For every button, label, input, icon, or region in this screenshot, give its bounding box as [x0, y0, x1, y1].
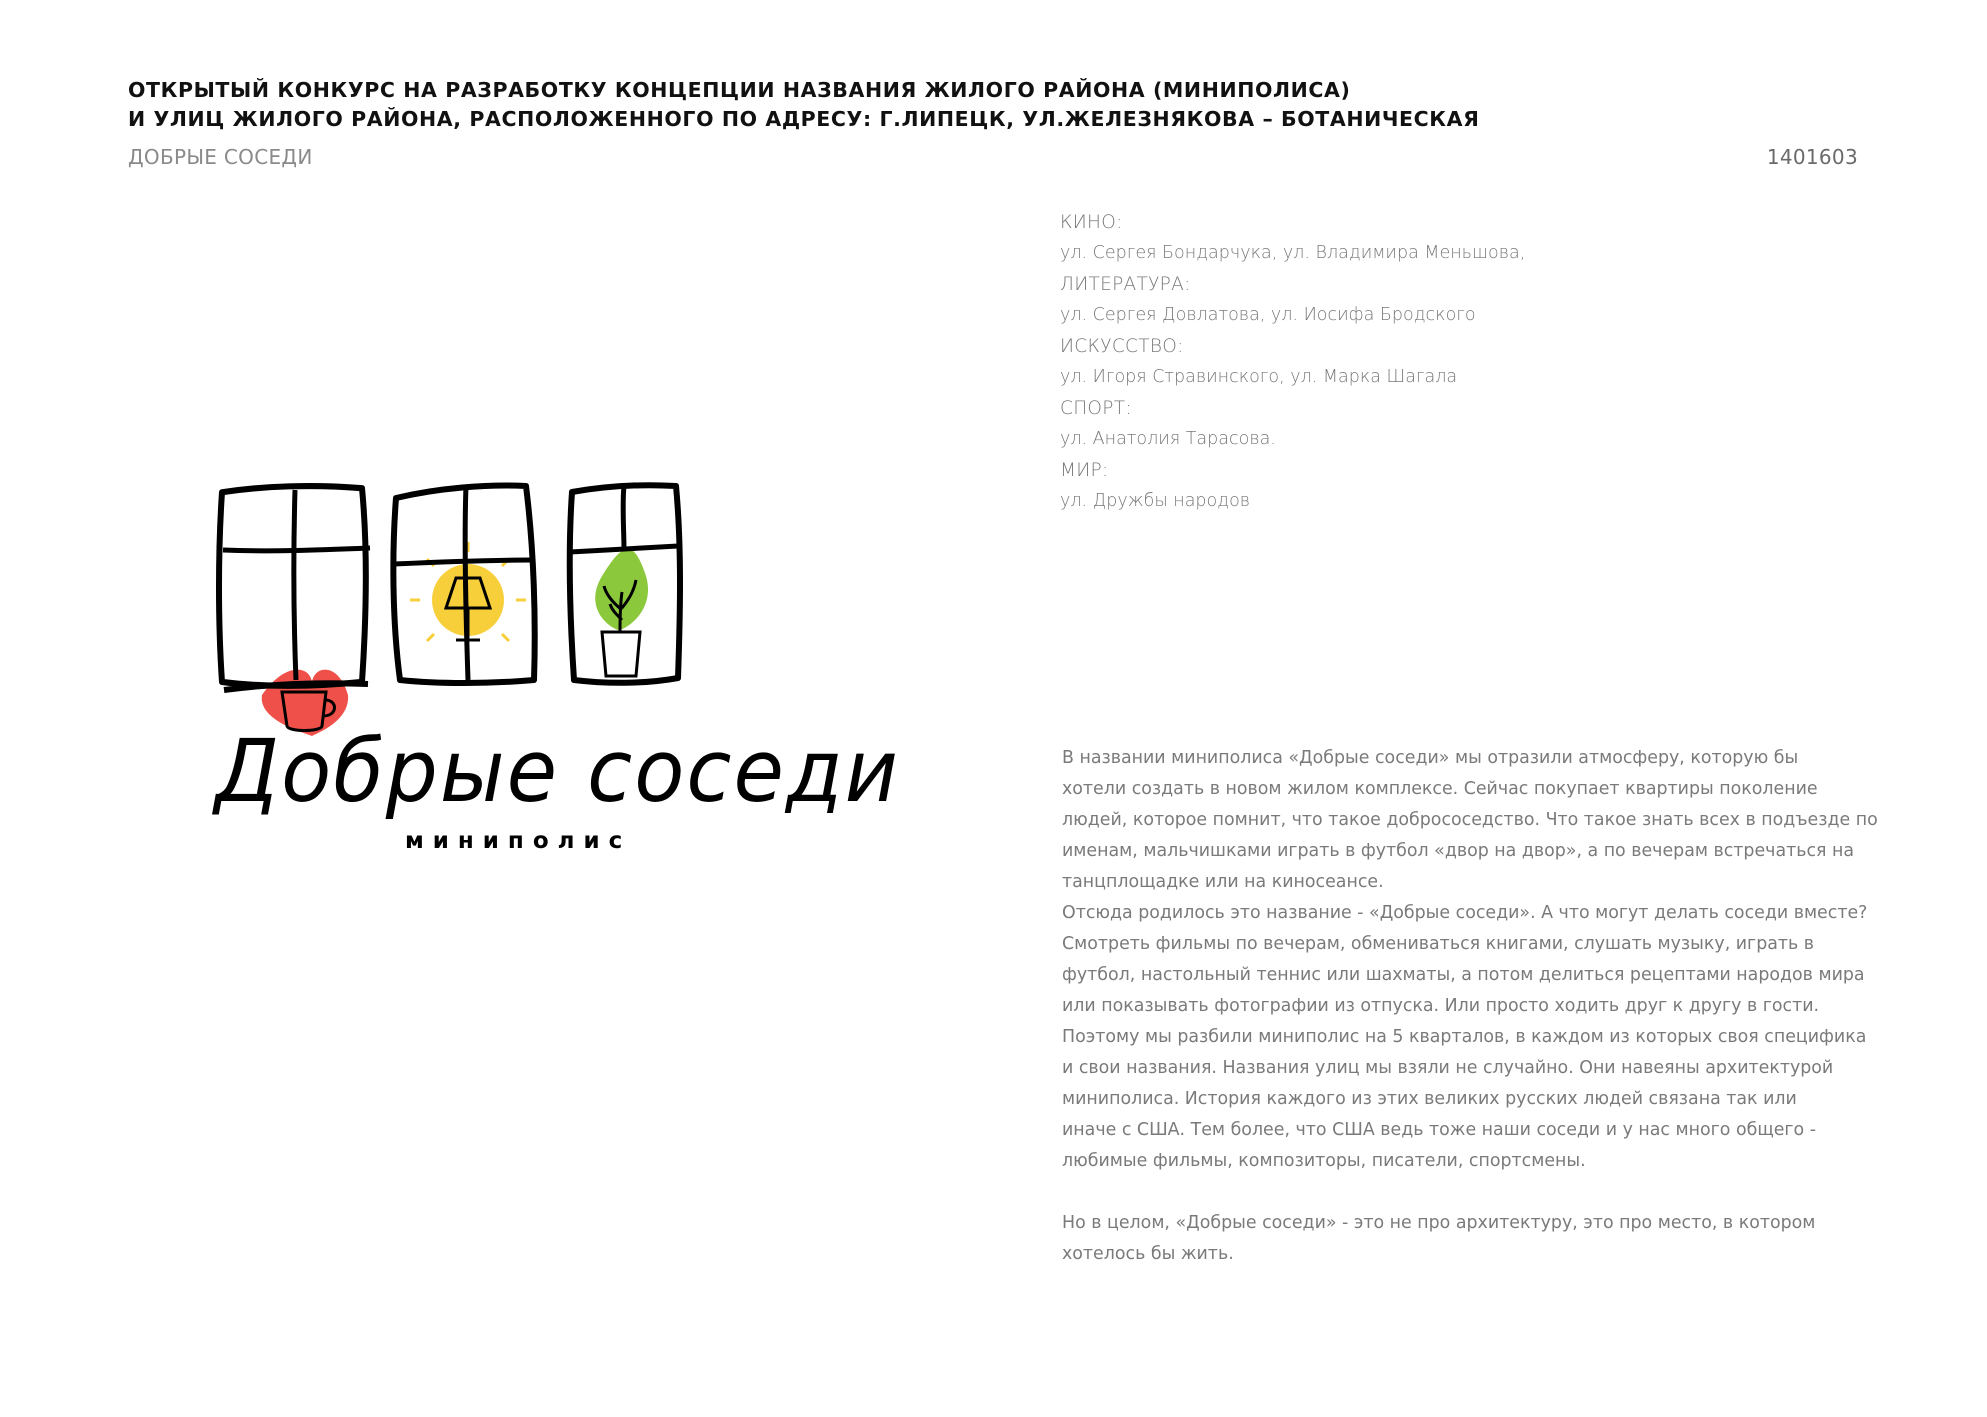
street-category: ЛИТЕРАТУРА: — [1060, 274, 1191, 295]
description-line: хотели создать в новом жилом комплексе. Сейчас покупает квартиры поколение — [1062, 779, 1818, 799]
street-list — [1060, 207, 1880, 517]
description-line: миниполиса. История каждого из этих великих русских людей связана так или — [1062, 1089, 1797, 1109]
street-category: ИСКУССТВО: — [1060, 336, 1184, 357]
description-line: футбол, настольный теннис или шахматы, а потом делиться рецептами народов мира — [1062, 965, 1865, 985]
description-line: именам, мальчишками играть в футбол «двор на двор», а по вечерам встречаться на — [1062, 841, 1855, 861]
paragraph-gap — [1062, 1177, 1882, 1208]
street-category: МИР: — [1060, 460, 1109, 481]
title-line-2: И УЛИЦ ЖИЛОГО РАЙОНА, РАСПОЛОЖЕННОГО ПО АДРЕСУ: Г.ЛИПЕЦК, УЛ.ЖЕЛЕЗНЯКОВА – БОТАНИЧЕСКАЯ — [128, 107, 1480, 131]
description-line: любимые фильмы, композиторы, писатели, спортсмены. — [1062, 1151, 1586, 1171]
street-category: СПОРТ: — [1060, 398, 1132, 419]
concept-description — [1062, 743, 1882, 1270]
street-names: ул. Сергея Довлатова, ул. Иосифа Бродского — [1060, 305, 1476, 325]
logo-wordmark: Добрые соседи — [215, 722, 900, 822]
closing-line: Но в целом, «Добрые соседи» - это не про архитектуру, это про место, в котором — [1062, 1213, 1816, 1233]
window-plant-icon — [570, 485, 680, 683]
logo-tagline: миниполис — [405, 828, 632, 854]
street-names: ул. Сергея Бондарчука, ул. Владимира Меньшова, — [1060, 243, 1526, 263]
description-line: Поэтому мы разбили миниполис на 5 кварталов, в каждом из которых своя специфика — [1062, 1027, 1867, 1047]
description-line: танцплощадке или на киносеансе. — [1062, 872, 1384, 892]
street-category: КИНО: — [1060, 212, 1123, 233]
project-name: ДОБРЫЕ СОСЕДИ — [128, 145, 313, 169]
logo-windows-illustration — [210, 480, 850, 740]
street-names: ул. Игоря Стравинского, ул. Марка Шагала — [1060, 367, 1458, 387]
closing-line: хотелось бы жить. — [1062, 1244, 1234, 1264]
entry-code: 1401603 — [1766, 145, 1858, 169]
description-line: В названии миниполиса «Добрые соседи» мы отразили атмосферу, которую бы — [1062, 748, 1799, 768]
title-line-1: ОТКРЫТЫЙ КОНКУРС НА РАЗРАБОТКУ КОНЦЕПЦИИ НАЗВАНИЯ ЖИЛОГО РАЙОНА (МИНИПОЛИСА) — [128, 78, 1351, 102]
street-names: ул. Анатолия Тарасова. — [1060, 429, 1276, 449]
description-line: и свои названия. Названия улиц мы взяли не случайно. Они навеяны архитектурой — [1062, 1058, 1834, 1078]
description-line: людей, которое помнит, что такое добрососедство. Что такое знать всех в подъезде по — [1062, 810, 1878, 830]
description-line: иначе с США. Тем более, что США ведь тоже наши соседи и у нас много общего - — [1062, 1120, 1816, 1140]
description-line: Смотреть фильмы по вечерам, обмениваться книгами, слушать музыку, играть в — [1062, 934, 1815, 954]
description-line: Отсюда родилось это название - «Добрые соседи». А что могут делать соседи вместе? — [1062, 903, 1868, 923]
window-heart-cup-icon — [219, 486, 370, 736]
document-title — [128, 76, 1628, 134]
window-lamp-icon — [393, 486, 534, 684]
street-names: ул. Дружбы народов — [1060, 491, 1251, 511]
description-line: или показывать фотографии из отпуска. Или просто ходить друг к другу в гости. — [1062, 996, 1820, 1016]
